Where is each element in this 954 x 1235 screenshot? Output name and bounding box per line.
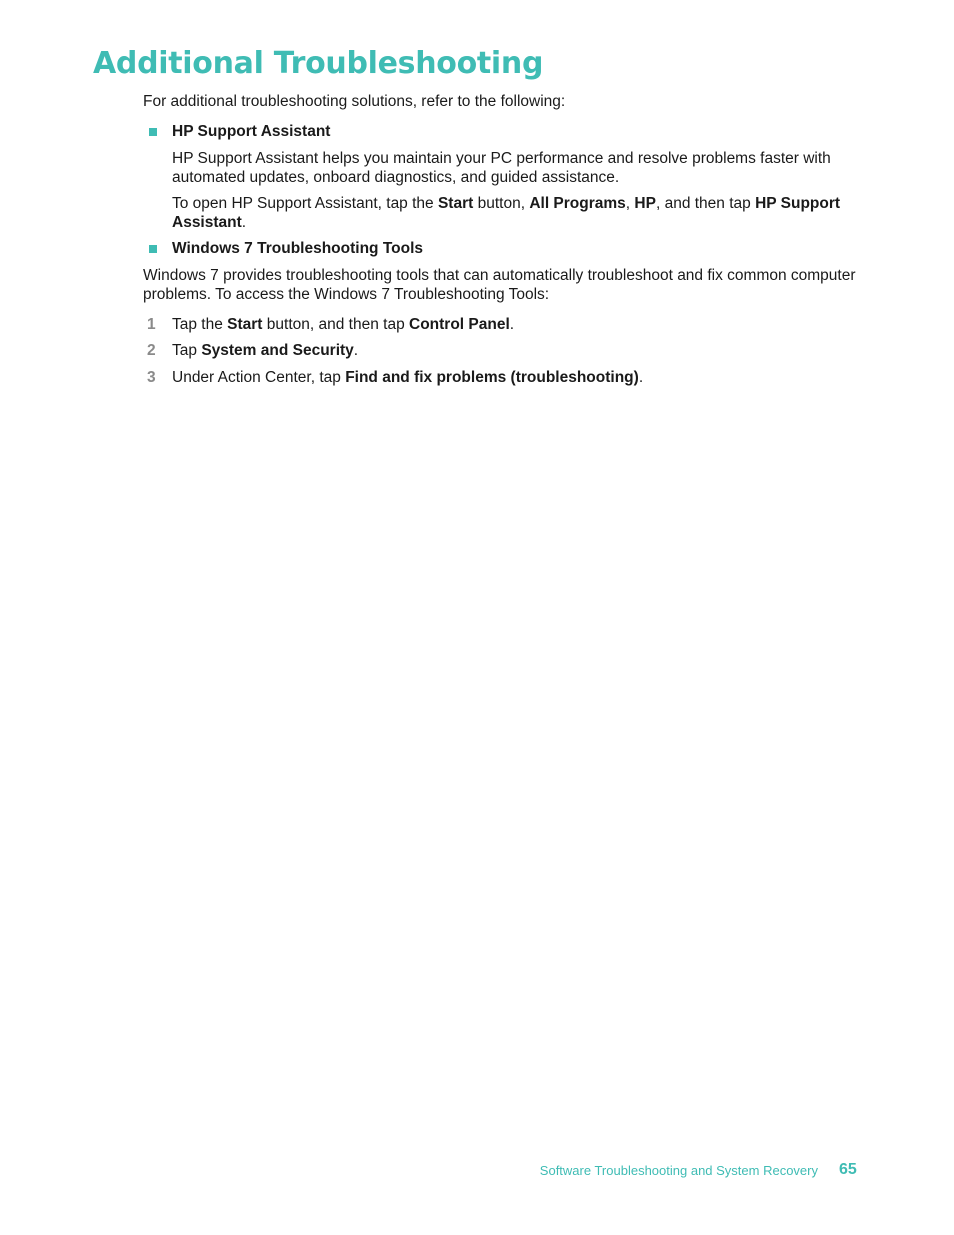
hp-support-open-instructions <box>172 194 840 232</box>
page-title: Additional Troubleshooting <box>93 46 544 81</box>
hp-support-description-line-2: automated updates, onboard diagnostics, and guided assistance. <box>172 169 620 186</box>
footer-section-name: Software Troubleshooting and System Recovery <box>539 1163 818 1178</box>
windows-7-tools-line-2: problems. To access the Windows 7 Troubleshooting Tools: <box>143 286 550 303</box>
intro-text: For additional troubleshooting solutions, refer to the following: <box>143 93 566 110</box>
step-text: Tap the Start button, and then tap Control Panel. <box>172 316 515 333</box>
hp-support-description-line-1: HP Support Assistant helps you maintain your PC performance and resolve problems faster with <box>172 150 831 167</box>
windows-7-tools-line-1: Windows 7 provides troubleshooting tools that can automatically troubleshoot and fix common computer <box>143 267 856 284</box>
hp-support-description <box>172 149 831 187</box>
footer-page-number: 65 <box>839 1161 857 1178</box>
step-number: 2 <box>147 342 156 359</box>
hp-support-open-line-2: Assistant. <box>172 214 247 231</box>
square-bullet-icon <box>149 128 157 136</box>
windows-7-tools-description <box>143 266 856 304</box>
step-text: Tap System and Security. <box>172 342 359 359</box>
hp-support-open-line-1: To open HP Support Assistant, tap the Start button, All Programs, HP, and then tap HP Support <box>172 195 841 212</box>
step-text: Under Action Center, tap Find and fix problems (troubleshooting). <box>172 369 644 386</box>
square-bullet-icon <box>149 245 157 253</box>
step-number: 3 <box>147 369 156 386</box>
step-number: 1 <box>147 316 156 333</box>
section-heading-windows-7-tools: Windows 7 Troubleshooting Tools <box>172 240 424 257</box>
section-heading-hp-support-assistant: HP Support Assistant <box>172 123 331 140</box>
